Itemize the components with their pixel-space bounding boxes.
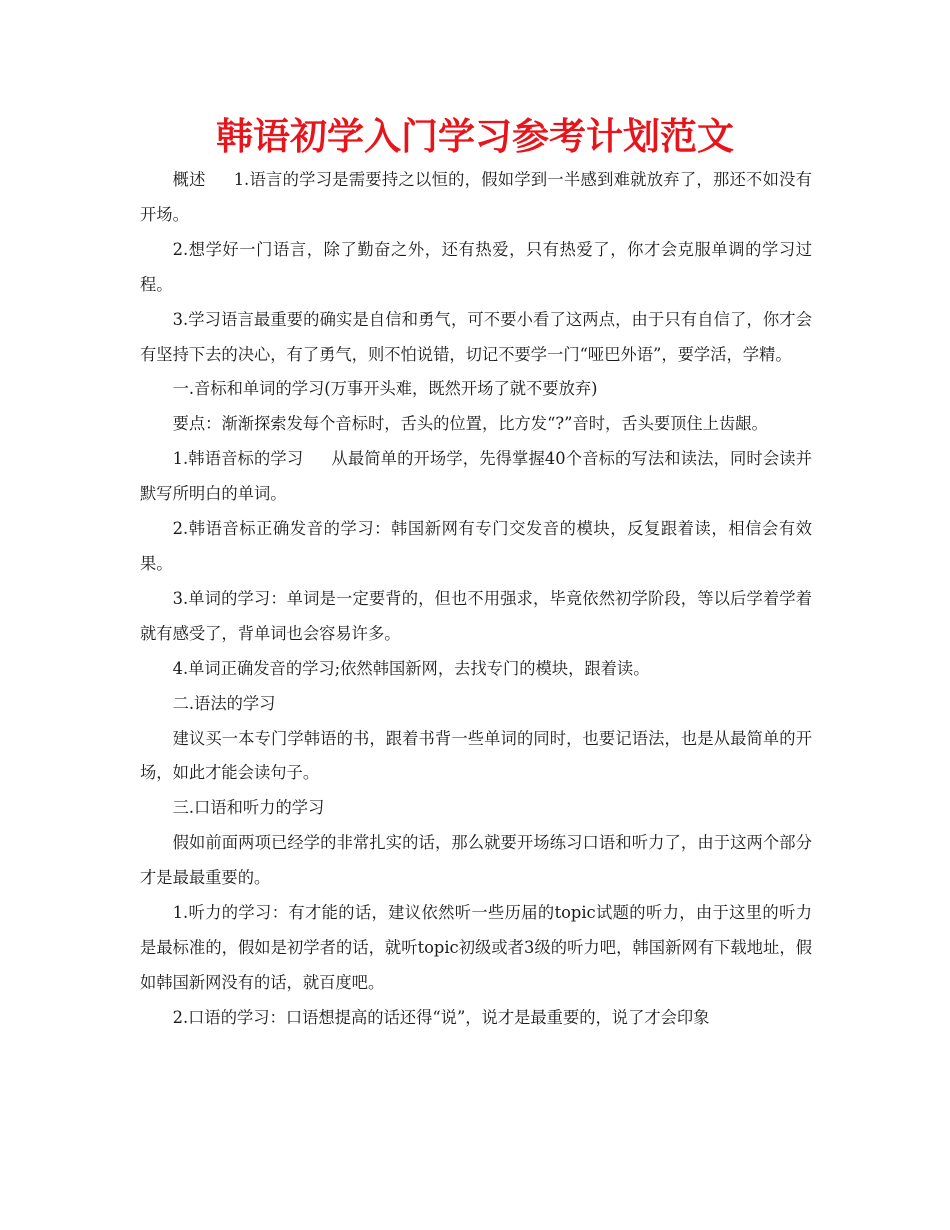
paragraph: 2.口语的学习：口语想提高的话还得“说”，说才是最重要的，说了才会印象	[172, 1007, 710, 1027]
paragraph: 3.单词的学习：单词是一定要背的，但也不用强求，毕竟依然初学阶段，等以后学着学着就有感受了，背单词也会容易许多。	[140, 588, 812, 643]
paragraph-text: 1.语言的学习是需要持之以恒的，假如学到一半感到难就放弃了，那还不如没有开场。	[140, 170, 812, 224]
paragraph: 1.听力的学习：有才能的话，建议依然听一些历届的topic试题的听力，由于这里的听力是最标准的，假如是初学者的话，就听topic初级或者3级的听力吧，韩国新网有下载地址，假如韩国新网没有的话，就百度吧。	[140, 903, 812, 992]
paragraph: 3.学习语言最重要的确实是自信和勇气，可不要小看了这两点，由于只有自信了，你才会有坚持下去的决心，有了勇气，则不怕说错，切记不要学一门“哑巴外语”，要学活，学精。	[140, 309, 812, 364]
paragraph: 2.韩语音标正确发音的学习：韩国新网有专门交发音的模块，反复跟着读，相信会有效果。	[140, 519, 812, 573]
paragraph-lead: 1.韩语音标的学习	[172, 449, 304, 469]
paragraph: 要点：渐渐探索发每个音标时，舌头的位置，比方发“?”音时，舌头要顶住上齿龈。	[172, 414, 768, 434]
section-heading: 一.音标和单词的学习(万事开头难，既然开场了就不要放弃)	[172, 379, 598, 399]
paragraph-lead: 概述	[172, 170, 206, 189]
paragraph-overview	[140, 163, 812, 233]
paragraph: 4.单词正确发音的学习;依然韩国新网，去找专门的模块，跟着读。	[172, 658, 650, 678]
paragraph: 建议买一本专门学韩语的书，跟着书背一些单词的同时，也要记语法，也是从最简单的开场，如此才能会读句子。	[140, 728, 812, 783]
paragraph: 假如前面两项已经学的非常扎实的话，那么就要开场练习口语和听力了，由于这两个部分才是最最重要的。	[140, 833, 812, 888]
paragraph: 2.想学好一门语言，除了勤奋之外，还有热爱，只有热爱了，你才会克服单调的学习过程。	[140, 239, 812, 294]
paragraph	[140, 442, 812, 512]
section-heading: 二.语法的学习	[172, 693, 276, 713]
document-title: 韩语初学入门学习参考计划范文	[216, 115, 734, 158]
paragraph-text: 从最简单的开场学，先得掌握40个音标的写法和读法，同时会读并默写所明白的单词。	[140, 449, 812, 504]
section-heading: 三.口语和听力的学习	[172, 798, 325, 818]
document-body	[140, 163, 812, 1036]
